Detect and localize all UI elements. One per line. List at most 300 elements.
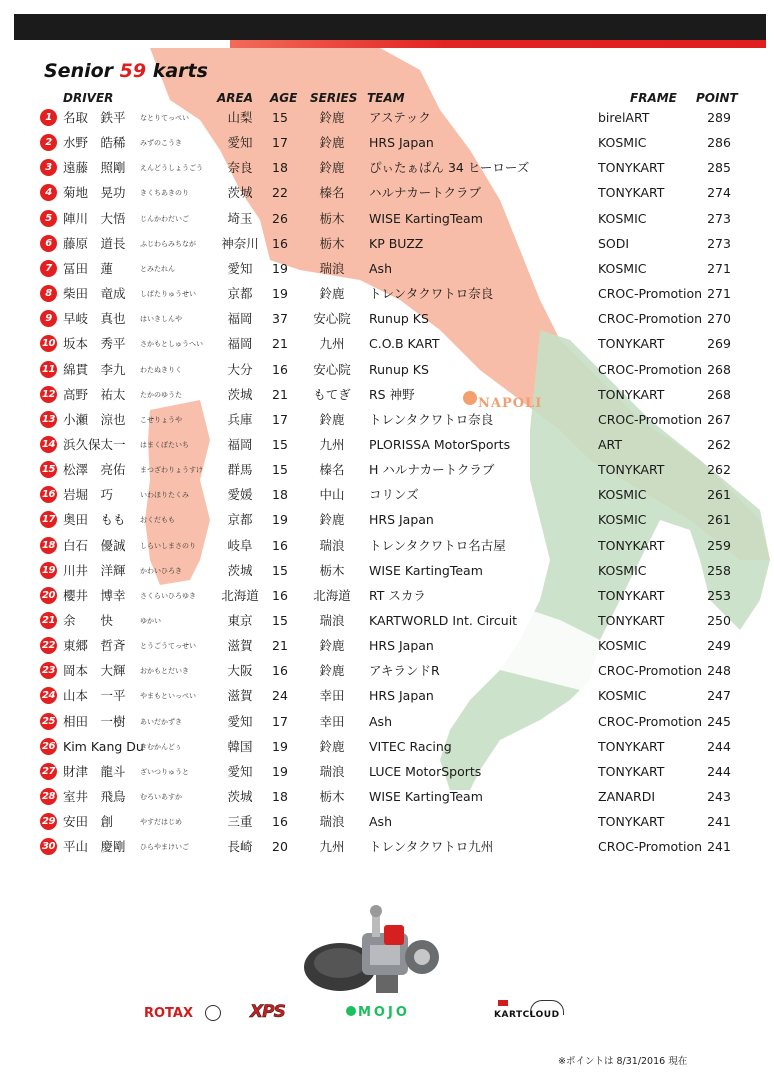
table-row <box>0 659 774 684</box>
driver-point: 274 <box>707 185 731 201</box>
driver-age: 19 <box>272 512 288 528</box>
driver-name: 岩堀 巧 <box>63 487 114 503</box>
driver-series: 鈴鹿 <box>319 738 345 754</box>
driver-age: 17 <box>272 713 288 729</box>
driver-age: 15 <box>272 436 288 452</box>
table-row <box>0 508 774 533</box>
table-row <box>0 307 774 332</box>
table-row <box>0 609 774 634</box>
rank-badge: 10 <box>40 335 57 352</box>
driver-team: ぴぃたぁぱん 34 ヒーローズ <box>369 160 530 176</box>
header-series: SERIES <box>310 91 358 105</box>
driver-frame: CROC-Promotion <box>598 411 703 427</box>
driver-age: 15 <box>272 462 288 478</box>
driver-area: 長崎 <box>227 839 253 855</box>
driver-frame: CROC-Promotion <box>598 839 703 855</box>
header-frame: FRAME <box>630 91 677 105</box>
table-row <box>0 232 774 257</box>
driver-team: KP BUZZ <box>369 235 424 251</box>
driver-point: 271 <box>707 260 731 276</box>
driver-team: トレンタクワトロ奈良 <box>369 411 494 427</box>
driver-frame: KOSMIC <box>598 562 647 578</box>
mojo-flower-icon <box>346 1006 356 1016</box>
rank-badge: 20 <box>40 587 57 604</box>
driver-frame: KOSMIC <box>598 487 647 503</box>
table-row <box>0 257 774 282</box>
driver-name: 冨田 蓮 <box>63 260 114 276</box>
driver-frame: CROC-Promotion <box>598 361 703 377</box>
header-point: POINT <box>696 91 738 105</box>
rotax-seal-icon <box>205 1005 221 1021</box>
table-row <box>0 408 774 433</box>
driver-series: 瑞浪 <box>319 260 345 276</box>
rank-badge: 30 <box>40 838 57 855</box>
driver-team: WISE KartingTeam <box>369 562 483 578</box>
table-row <box>0 207 774 232</box>
rank-badge: 23 <box>40 662 57 679</box>
driver-kana: さかもとしゅうへい <box>140 340 203 349</box>
driver-kana: しらいしまさのり <box>140 541 196 550</box>
driver-kana: おかもとだいき <box>140 667 189 676</box>
driver-area: 山梨 <box>227 110 253 125</box>
driver-kana: はまくぼたいち <box>140 440 189 449</box>
driver-frame: birelART <box>598 110 650 125</box>
kartcloud-badge <box>498 1000 508 1006</box>
driver-frame: TONYKART <box>598 763 665 779</box>
driver-series: 榛名 <box>319 462 345 478</box>
driver-series: 北海道 <box>313 587 351 603</box>
driver-name: 白石 優誠 <box>63 537 126 553</box>
rank-badge: 11 <box>40 361 57 378</box>
driver-name: 松澤 亮佑 <box>63 462 126 478</box>
rank-badge: 18 <box>40 537 57 554</box>
driver-series: 九州 <box>319 839 345 855</box>
driver-age: 21 <box>272 386 288 402</box>
driver-frame: TONYKART <box>598 462 665 478</box>
driver-point: 247 <box>707 688 731 704</box>
driver-kana: まつざわりょうすけ <box>140 466 203 475</box>
driver-kana: ひらやまけいご <box>140 843 189 852</box>
driver-point: 262 <box>707 462 731 478</box>
driver-frame: KOSMIC <box>598 638 647 654</box>
driver-kana: いわほりたくみ <box>140 491 189 500</box>
rank-badge: 15 <box>40 461 57 478</box>
driver-team: WISE KartingTeam <box>369 789 483 805</box>
driver-series: 鈴鹿 <box>319 663 345 679</box>
driver-team: Runup KS <box>369 361 429 377</box>
driver-series: 瑞浪 <box>319 814 345 830</box>
header-area: AREA <box>217 91 254 105</box>
driver-series: 栃木 <box>319 562 345 578</box>
driver-age: 18 <box>272 789 288 805</box>
table-row <box>0 835 774 860</box>
driver-team: トレンタクワトロ九州 <box>369 839 494 855</box>
rank-badge: 28 <box>40 788 57 805</box>
driver-point: 261 <box>707 487 731 503</box>
driver-frame: TONYKART <box>598 336 665 352</box>
driver-point: 273 <box>707 210 731 226</box>
driver-kana: わたぬきりく <box>140 365 182 374</box>
driver-name: 川井 洋輝 <box>63 562 126 578</box>
driver-series: 中山 <box>319 487 345 503</box>
driver-series: 安心院 <box>313 361 351 377</box>
driver-point: 273 <box>707 235 731 251</box>
kart-engine-illustration <box>300 905 470 1000</box>
driver-name: 陣川 大悟 <box>63 210 126 226</box>
table-row <box>0 710 774 735</box>
driver-team: C.O.B KART <box>369 336 440 352</box>
driver-point: 261 <box>707 512 731 528</box>
rank-badge: 22 <box>40 637 57 654</box>
driver-kana: さくらいひろゆき <box>140 591 196 600</box>
table-row <box>0 584 774 609</box>
driver-name: 高野 祐太 <box>63 386 126 402</box>
driver-age: 17 <box>272 411 288 427</box>
rank-badge: 21 <box>40 612 57 629</box>
table-row <box>0 760 774 785</box>
driver-area: 茨城 <box>227 562 253 578</box>
driver-age: 16 <box>272 361 288 377</box>
driver-point: 245 <box>707 713 731 729</box>
table-row <box>0 156 774 181</box>
driver-area: 茨城 <box>227 386 253 402</box>
driver-frame: TONYKART <box>598 537 665 553</box>
table-row <box>0 131 774 156</box>
rank-badge: 4 <box>40 184 57 201</box>
driver-frame: SODI <box>598 235 630 251</box>
rank-badge: 8 <box>40 285 57 302</box>
driver-name: 名取 鉄平 <box>63 110 126 125</box>
driver-age: 16 <box>272 814 288 830</box>
header-age: AGE <box>270 91 298 105</box>
driver-frame: TONYKART <box>598 738 665 754</box>
driver-series: 鈴鹿 <box>319 110 345 125</box>
driver-kana: とうごうてっせい <box>140 642 196 651</box>
driver-frame: TONYKART <box>598 185 665 201</box>
driver-kana: なとりてっぺい <box>140 114 189 122</box>
driver-kana: むろいあすか <box>140 793 182 802</box>
driver-frame: ZANARDI <box>598 789 656 805</box>
driver-name: 岡本 大輝 <box>63 663 126 679</box>
driver-frame: KOSMIC <box>598 210 647 226</box>
driver-frame: TONYKART <box>598 386 665 402</box>
rank-badge: 14 <box>40 436 57 453</box>
driver-team: トレンタクワトロ奈良 <box>369 286 494 302</box>
driver-point: 268 <box>707 361 731 377</box>
driver-frame: CROC-Promotion <box>598 663 703 679</box>
driver-area: 滋賀 <box>227 688 253 704</box>
driver-team: HRS Japan <box>369 512 434 528</box>
driver-name: 相田 一樹 <box>63 713 126 729</box>
driver-age: 20 <box>272 839 288 855</box>
driver-team: KARTWORLD Int. Circuit <box>369 613 518 628</box>
driver-area: 愛知 <box>227 763 253 779</box>
driver-age: 17 <box>272 135 288 151</box>
driver-area: 東京 <box>227 613 253 628</box>
table-row <box>0 483 774 508</box>
driver-team: Runup KS <box>369 311 429 327</box>
rank-badge: 6 <box>40 235 57 252</box>
rank-badge: 29 <box>40 813 57 830</box>
driver-series: 榛名 <box>319 185 345 201</box>
driver-kana: ゆかい <box>140 617 161 625</box>
driver-age: 18 <box>272 160 288 176</box>
driver-kana: ふじわらみちなが <box>140 239 196 248</box>
driver-series: 鈴鹿 <box>319 286 345 302</box>
driver-frame: TONYKART <box>598 613 665 628</box>
table-row <box>0 634 774 659</box>
driver-age: 26 <box>272 210 288 226</box>
mojo-logo: MOJO <box>358 1005 410 1020</box>
driver-area: 愛知 <box>227 260 253 276</box>
driver-series: 鈴鹿 <box>319 160 345 176</box>
page-title: Senior 59 karts <box>44 60 208 82</box>
map-label-napoli: NAPOLI <box>478 396 543 411</box>
driver-series: 鈴鹿 <box>319 638 345 654</box>
driver-team: PLORISSA MotorSports <box>369 436 511 452</box>
driver-kana: たかのゆうた <box>140 390 182 399</box>
driver-area: 北海道 <box>221 587 259 603</box>
driver-area: 大分 <box>227 361 253 377</box>
driver-series: 鈴鹿 <box>319 411 345 427</box>
rank-badge: 3 <box>40 159 57 176</box>
driver-kana: こせりょうや <box>140 415 182 424</box>
driver-age: 19 <box>272 260 288 276</box>
driver-frame: KOSMIC <box>598 688 647 704</box>
driver-area: 大阪 <box>227 663 253 679</box>
driver-team: RS 神野 <box>369 386 415 402</box>
driver-age: 16 <box>272 537 288 553</box>
driver-kana: やすだはじめ <box>140 818 182 827</box>
driver-area: 兵庫 <box>227 411 253 427</box>
driver-age: 15 <box>272 562 288 578</box>
driver-area: 福岡 <box>227 436 253 452</box>
driver-team: コリンズ <box>369 487 419 503</box>
driver-point: 253 <box>707 587 731 603</box>
driver-area: 群馬 <box>227 462 253 478</box>
rank-badge: 12 <box>40 386 57 403</box>
xps-logo: XPS <box>250 1002 285 1022</box>
driver-age: 37 <box>272 311 288 327</box>
driver-area: 埼玉 <box>227 210 253 226</box>
table-row <box>0 383 774 408</box>
rank-badge: 24 <box>40 687 57 704</box>
driver-point: 244 <box>707 763 731 779</box>
driver-series: もてぎ <box>313 386 351 402</box>
driver-series: 栃木 <box>319 235 345 251</box>
driver-kana: あいだかずき <box>140 717 182 726</box>
driver-team: HRS Japan <box>369 638 434 654</box>
driver-kana: じんかわだいご <box>140 214 189 223</box>
table-row <box>0 181 774 206</box>
driver-series: 鈴鹿 <box>319 135 345 151</box>
driver-series: 瑞浪 <box>319 537 345 553</box>
driver-age: 16 <box>272 587 288 603</box>
table-row <box>0 358 774 383</box>
driver-area: 福岡 <box>227 336 253 352</box>
driver-name: 奥田 もも <box>63 512 126 528</box>
kart-count: 59 <box>119 60 147 82</box>
driver-area: 愛知 <box>227 713 253 729</box>
header-driver: DRIVER <box>63 91 114 105</box>
driver-frame: CROC-Promotion <box>598 286 703 302</box>
driver-age: 18 <box>272 487 288 503</box>
driver-kana: きくちあきのり <box>140 189 189 198</box>
rank-badge: 13 <box>40 411 57 428</box>
driver-name: 柴田 竜成 <box>63 286 126 302</box>
rank-badge: 19 <box>40 562 57 579</box>
driver-point: 244 <box>707 738 731 754</box>
driver-point: 285 <box>707 160 731 176</box>
rank-badge: 1 <box>40 109 57 126</box>
driver-team: Ash <box>369 260 392 276</box>
table-row <box>0 735 774 760</box>
driver-kana: みずのこうき <box>140 139 182 148</box>
driver-team: LUCE MotorSports <box>369 763 482 779</box>
table-row <box>0 282 774 307</box>
table-row <box>0 458 774 483</box>
rank-badge: 26 <box>40 738 57 755</box>
driver-name: 平山 慶剛 <box>63 839 126 855</box>
driver-area: 愛知 <box>227 135 253 151</box>
table-row <box>0 785 774 810</box>
driver-team: ハルナカートクラブ <box>369 185 482 201</box>
driver-name: 早岐 真也 <box>63 311 126 327</box>
table-row <box>0 559 774 584</box>
driver-kana: きむかんどぅ <box>140 742 182 751</box>
driver-name: 水野 皓稀 <box>63 135 126 151</box>
driver-team: H ハルナカートクラブ <box>369 462 495 478</box>
driver-point: 258 <box>707 562 731 578</box>
driver-team: トレンタクワトロ名古屋 <box>369 537 506 553</box>
driver-area: 奈良 <box>227 160 253 176</box>
driver-age: 15 <box>272 110 288 125</box>
driver-name: 財津 龍斗 <box>63 763 126 779</box>
driver-series: 瑞浪 <box>319 763 345 779</box>
driver-series: 九州 <box>319 436 345 452</box>
driver-age: 15 <box>272 613 288 628</box>
driver-series: 幸田 <box>319 688 345 704</box>
driver-point: 241 <box>707 814 731 830</box>
driver-team: HRS Japan <box>369 688 434 704</box>
driver-area: 福岡 <box>227 311 253 327</box>
driver-team: WISE KartingTeam <box>369 210 483 226</box>
driver-name: 山本 一平 <box>63 688 126 704</box>
rank-badge: 9 <box>40 310 57 327</box>
driver-frame: CROC-Promotion <box>598 713 703 729</box>
driver-team: VITEC Racing <box>369 738 452 754</box>
driver-point: 248 <box>707 663 731 679</box>
driver-name: 東郷 哲斉 <box>63 638 126 654</box>
driver-frame: TONYKART <box>598 160 665 176</box>
driver-name: 坂本 秀平 <box>63 336 126 352</box>
driver-name: 室井 飛鳥 <box>63 789 126 805</box>
driver-age: 21 <box>272 638 288 654</box>
driver-kana: ざいつりゅうと <box>140 767 189 776</box>
driver-frame: ART <box>598 436 622 452</box>
driver-series: 瑞浪 <box>319 613 345 628</box>
driver-area: 神奈川 <box>221 235 259 251</box>
driver-kana: おくだもも <box>140 516 175 525</box>
driver-team: Ash <box>369 814 392 830</box>
table-row <box>0 810 774 835</box>
driver-age: 19 <box>272 738 288 754</box>
driver-name: 綿貫 李九 <box>63 361 126 377</box>
driver-kana: えんどうしょうごう <box>140 164 203 173</box>
driver-name: 櫻井 博幸 <box>63 587 126 603</box>
driver-point: 243 <box>707 789 731 805</box>
driver-area: 岐阜 <box>227 537 253 553</box>
driver-team: アステック <box>369 110 431 125</box>
table-row <box>0 534 774 559</box>
driver-frame: TONYKART <box>598 814 665 830</box>
driver-kana: とみたれん <box>140 264 175 273</box>
driver-frame: KOSMIC <box>598 135 647 151</box>
driver-point: 270 <box>707 311 731 327</box>
driver-series: 九州 <box>319 336 345 352</box>
driver-area: 京都 <box>227 512 253 528</box>
driver-age: 21 <box>272 336 288 352</box>
driver-age: 16 <box>272 235 288 251</box>
driver-age: 19 <box>272 286 288 302</box>
driver-age: 24 <box>272 688 288 704</box>
driver-kana: しばたりゅうせい <box>140 290 196 299</box>
driver-point: 250 <box>707 613 731 628</box>
driver-name: 浜久保太一 <box>63 436 126 452</box>
driver-age: 16 <box>272 663 288 679</box>
driver-kana: かわいひろき <box>140 566 182 575</box>
driver-kana: やまもといっぺい <box>140 692 196 701</box>
driver-point: 249 <box>707 638 731 654</box>
driver-area: 韓国 <box>227 738 253 754</box>
driver-point: 262 <box>707 436 731 452</box>
driver-point: 269 <box>707 336 731 352</box>
driver-series: 栃木 <box>319 210 345 226</box>
table-row <box>0 332 774 357</box>
rotax-logo: ROTAX <box>144 1006 194 1021</box>
driver-point: 289 <box>707 110 731 125</box>
table-row <box>0 684 774 709</box>
rank-badge: 2 <box>40 134 57 151</box>
rank-badge: 7 <box>40 260 57 277</box>
driver-kana: はいきしんや <box>140 315 182 324</box>
driver-area: 京都 <box>227 286 253 302</box>
driver-name: 安田 創 <box>63 814 114 830</box>
driver-series: 栃木 <box>319 789 345 805</box>
driver-frame: KOSMIC <box>598 260 647 276</box>
driver-series: 安心院 <box>313 311 351 327</box>
kartcloud-cloud-icon <box>530 1000 564 1015</box>
driver-point: 267 <box>707 411 731 427</box>
rank-badge: 27 <box>40 763 57 780</box>
driver-name: 小瀬 涼也 <box>63 411 126 427</box>
driver-team: アキランドR <box>369 663 440 679</box>
driver-name: Kim Kang Du <box>63 738 144 754</box>
driver-series: 幸田 <box>319 713 345 729</box>
driver-name: 遠藤 照剛 <box>63 160 126 176</box>
rank-badge: 5 <box>40 210 57 227</box>
driver-frame: CROC-Promotion <box>598 311 703 327</box>
driver-name: 余 快 <box>63 613 114 628</box>
driver-frame: KOSMIC <box>598 512 647 528</box>
driver-point: 268 <box>707 386 731 402</box>
driver-team: Ash <box>369 713 392 729</box>
kartcloud-logo: KARTCLOUD <box>494 1010 560 1020</box>
driver-area: 愛媛 <box>227 487 253 503</box>
driver-age: 22 <box>272 185 288 201</box>
driver-series: 鈴鹿 <box>319 512 345 528</box>
driver-point: 241 <box>707 839 731 855</box>
